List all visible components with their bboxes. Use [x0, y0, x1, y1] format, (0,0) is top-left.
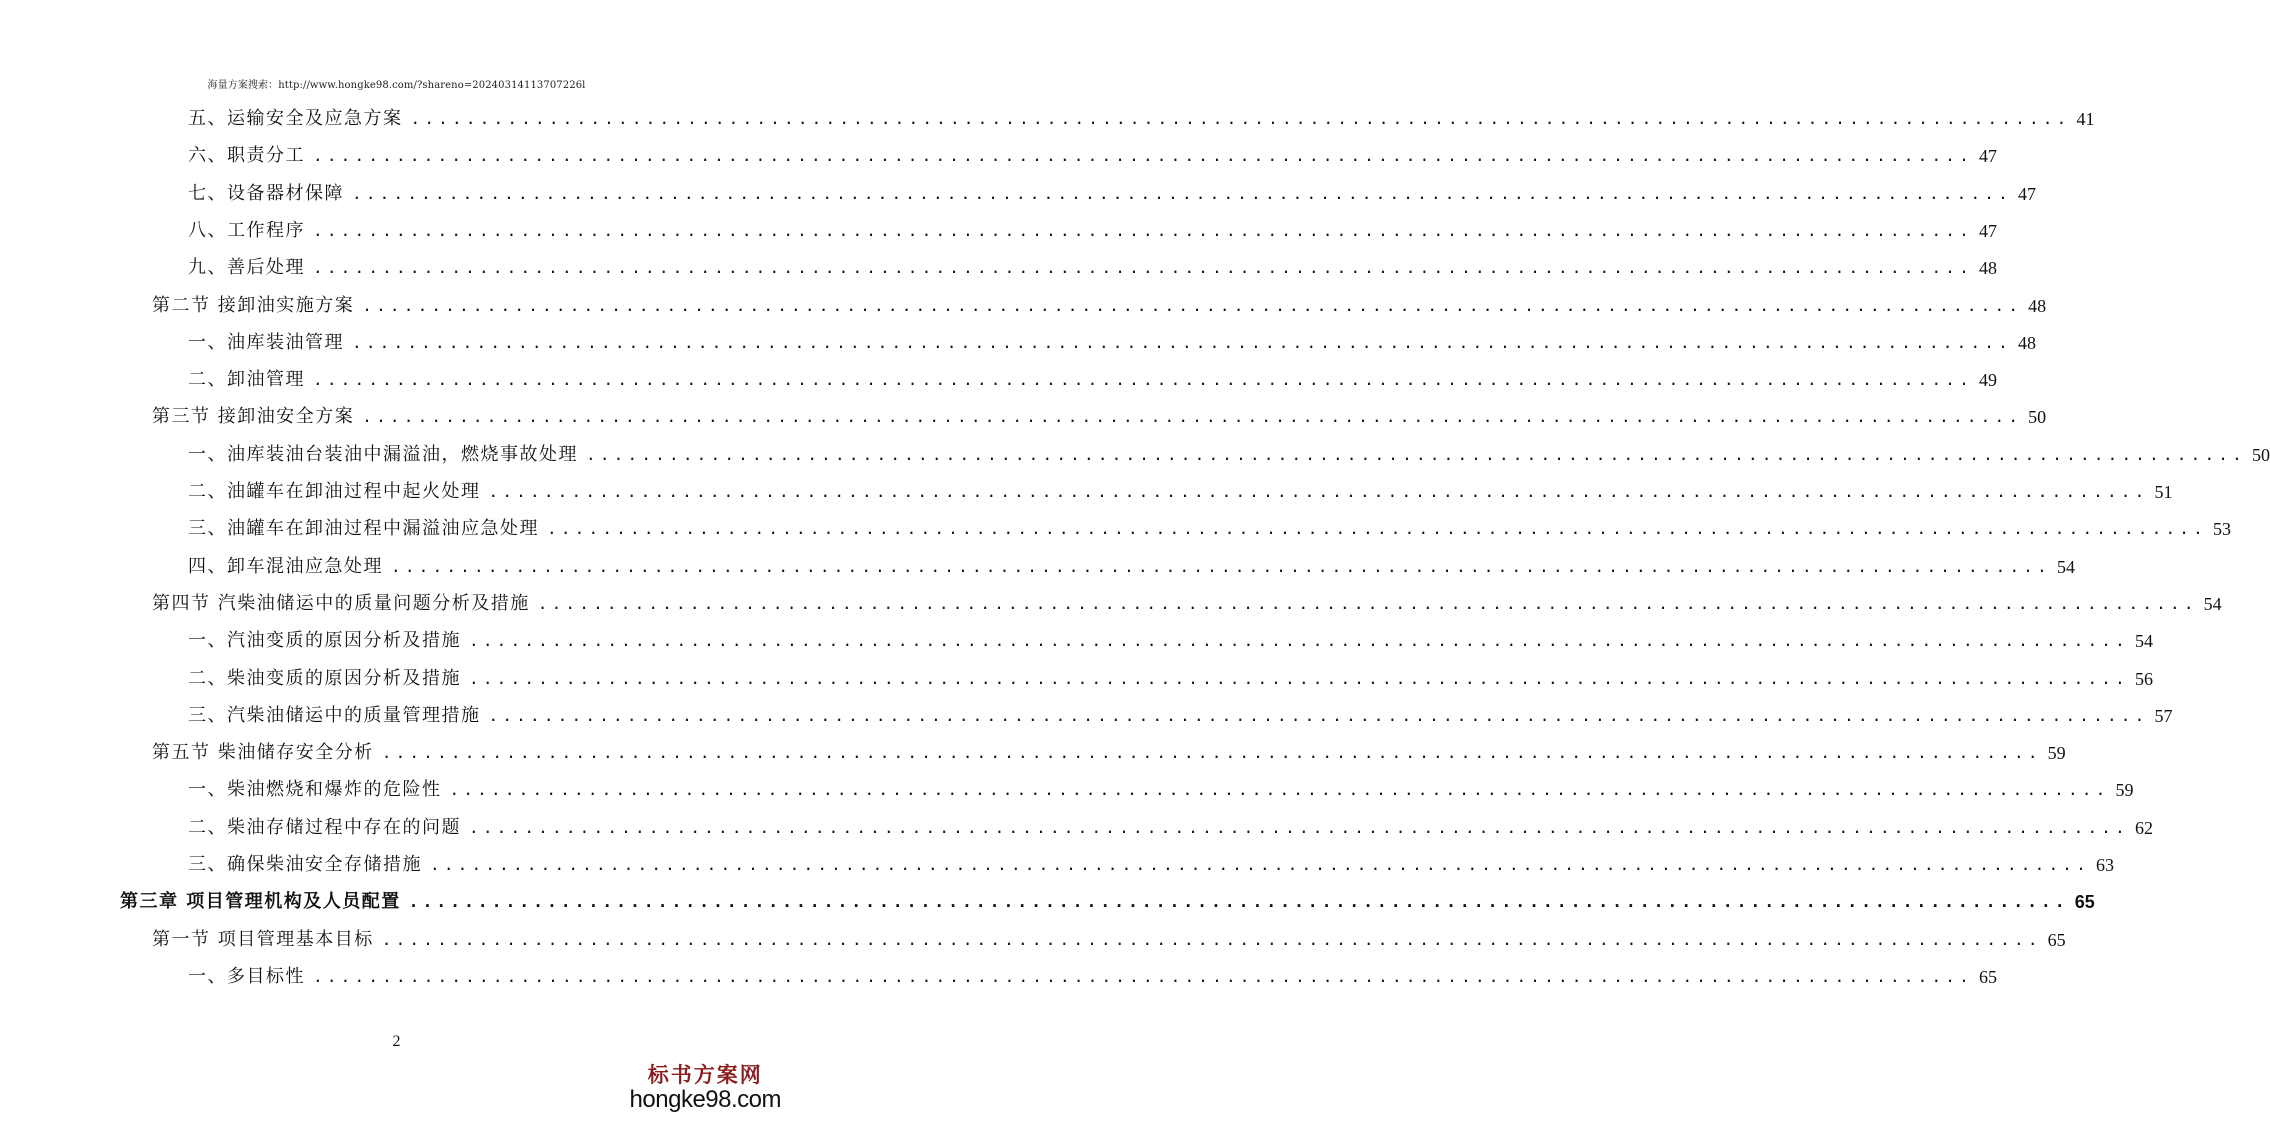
toc-entry-page: 50 [2251, 444, 2270, 465]
toc-dot-leader: ........................................................................................................................ [381, 929, 2042, 949]
toc-entry[interactable] [152, 585, 2222, 622]
toc-entry-page: 63 [2095, 854, 2114, 875]
toc-dot-leader: ........................................................................................................................ [410, 108, 2071, 128]
toc-entry-page: 59 [2047, 742, 2066, 763]
watermark-cn: 标书方案网 [647, 1062, 763, 1087]
toc-dot-leader: ........................................................................................................................ [469, 817, 2129, 837]
toc-dot-leader: ........................................................................................................................ [381, 742, 2042, 762]
toc-entry-page: 47 [1978, 220, 1997, 241]
toc-entry-title: 五、运输安全及应急方案 [188, 107, 403, 129]
toc-dot-leader: ........................................................................................................................ [586, 444, 2246, 464]
toc-entry[interactable] [188, 548, 2075, 585]
toc-entry-title: 三、确保柴油安全存储措施 [188, 853, 422, 875]
toc-entry-page: 47 [1978, 145, 1997, 166]
toc-entry[interactable] [188, 324, 2036, 361]
toc-dot-leader: ........................................................................................................................ [313, 145, 1973, 165]
toc-dot-leader: ........................................................................................................................ [313, 966, 1973, 986]
toc-dot-leader: ........................................................................................................................ [362, 406, 2023, 426]
toc-entry[interactable] [188, 660, 2153, 697]
toc-entry-page: 65 [1978, 966, 1997, 987]
toc-dot-leader: ........................................................................................................................ [352, 183, 2012, 203]
toc-entry-page: 65 [2047, 929, 2066, 950]
toc-entry[interactable] [188, 361, 1997, 398]
toc-entry-title: 三、油罐车在卸油过程中漏溢油应急处理 [188, 517, 539, 539]
toc-entry-page: 50 [2028, 406, 2047, 427]
toc-entry-title: 第四节 汽柴油储运中的质量问题分析及措施 [152, 592, 530, 614]
toc-entry-title: 第一节 项目管理基本目标 [152, 928, 374, 950]
toc-dot-leader: ........................................................................................................................ [469, 668, 2129, 688]
toc-entry-title: 二、柴油存储过程中存在的问题 [188, 816, 461, 838]
toc-entry-title: 二、卸油管理 [188, 368, 305, 390]
toc-entry-title: 第三节 接卸油安全方案 [152, 405, 355, 427]
toc-entry-title: 八、工作程序 [188, 219, 305, 241]
toc-entry[interactable] [152, 287, 2047, 324]
toc-entry[interactable] [188, 473, 2173, 510]
toc-entry-page: 48 [2028, 295, 2047, 316]
toc-entry[interactable] [188, 249, 1997, 286]
toc-entry-page: 47 [2017, 183, 2036, 204]
toc-entry[interactable] [120, 883, 2095, 920]
toc-entry[interactable] [188, 697, 2173, 734]
toc-entry-page: 49 [1978, 369, 1997, 390]
toc-entry[interactable] [188, 771, 2134, 808]
toc-entry-page: 54 [2056, 556, 2075, 577]
toc-entry-page: 51 [2154, 481, 2173, 502]
toc-entry[interactable] [188, 212, 1997, 249]
toc-entry-title: 第五节 柴油储存安全分析 [152, 741, 374, 763]
toc-dot-leader: ........................................................................................................................ [313, 257, 1973, 277]
toc-dot-leader: ........................................................................................................................ [352, 332, 2012, 352]
toc-entry-page: 53 [2212, 518, 2231, 539]
toc-dot-leader: ........................................................................................................................ [449, 779, 2110, 799]
toc-entry-page: 57 [2154, 705, 2173, 726]
page-number: 2 [392, 1033, 401, 1050]
toc-entry[interactable] [188, 809, 2153, 846]
toc-dot-leader: ........................................................................................................................ [488, 705, 2149, 725]
toc-entry-title: 九、善后处理 [188, 256, 305, 278]
toc-dot-leader: ........................................................................................................................ [488, 481, 2149, 501]
toc-entry[interactable] [152, 921, 2066, 958]
toc-entry-page: 54 [2203, 593, 2222, 614]
toc-entry[interactable] [188, 958, 1997, 995]
toc-entry-title: 六、职责分工 [188, 144, 305, 166]
toc-entry-title: 一、汽油变质的原因分析及措施 [188, 629, 461, 651]
toc-entry-title: 第三章 项目管理机构及人员配置 [120, 890, 401, 912]
toc-entry-page: 48 [1978, 257, 1997, 278]
toc-entry-page: 62 [2134, 817, 2153, 838]
toc-dot-leader: ........................................................................................................................ [362, 295, 2023, 315]
toc-entry-page: 59 [2115, 779, 2134, 800]
toc-entry-title: 二、柴油变质的原因分析及措施 [188, 667, 461, 689]
toc-entry-page: 54 [2134, 630, 2153, 651]
toc-entry[interactable] [188, 622, 2153, 659]
toc-entry[interactable] [152, 734, 2066, 771]
toc-entry-title: 七、设备器材保障 [188, 182, 344, 204]
toc-dot-leader: ........................................................................................................................ [313, 220, 1973, 240]
toc-entry[interactable] [188, 137, 1997, 174]
toc-entry-page: 65 [2074, 891, 2095, 912]
toc-entry-title: 二、油罐车在卸油过程中起火处理 [188, 480, 481, 502]
toc-entry[interactable] [188, 510, 2231, 547]
site-watermark [630, 1063, 781, 1113]
toc-entry-title: 四、卸车混油应急处理 [188, 555, 383, 577]
toc-entry-page: 41 [2076, 108, 2095, 129]
toc-entry[interactable] [188, 100, 2095, 137]
toc-entry-page: 56 [2134, 668, 2153, 689]
toc-dot-leader: ........................................................................................................................ [408, 891, 2069, 911]
toc-entry[interactable] [188, 436, 2270, 473]
toc-entry-title: 一、柴油燃烧和爆炸的危险性 [188, 778, 442, 800]
toc-entry[interactable] [152, 398, 2047, 435]
toc-entry-page: 48 [2017, 332, 2036, 353]
toc-entry-title: 一、油库装油管理 [188, 331, 344, 353]
watermark-en: hongke98.com [629, 1086, 781, 1113]
toc-entry[interactable] [188, 175, 2036, 212]
toc-dot-leader: ........................................................................................................................ [469, 630, 2129, 650]
toc-dot-leader: ........................................................................................................................ [313, 369, 1973, 389]
toc-entry-title: 第二节 接卸油实施方案 [152, 294, 355, 316]
toc-dot-leader: ........................................................................................................................ [391, 556, 2051, 576]
toc-dot-leader: ........................................................................................................................ [430, 854, 2090, 874]
toc-entry[interactable] [188, 846, 2114, 883]
toc-entry-title: 一、油库装油台装油中漏溢油，燃烧事故处理 [188, 443, 578, 465]
toc-entry-title: 三、汽柴油储运中的质量管理措施 [188, 704, 481, 726]
toc-dot-leader: ........................................................................................................................ [547, 518, 2207, 538]
toc-entry-title: 一、多目标性 [188, 965, 305, 987]
page-header-url: 海量方案搜索：http://www.hongke98.com/?shareno=20240314113707226l [207, 80, 586, 91]
toc-dot-leader: ........................................................................................................................ [537, 593, 2198, 613]
